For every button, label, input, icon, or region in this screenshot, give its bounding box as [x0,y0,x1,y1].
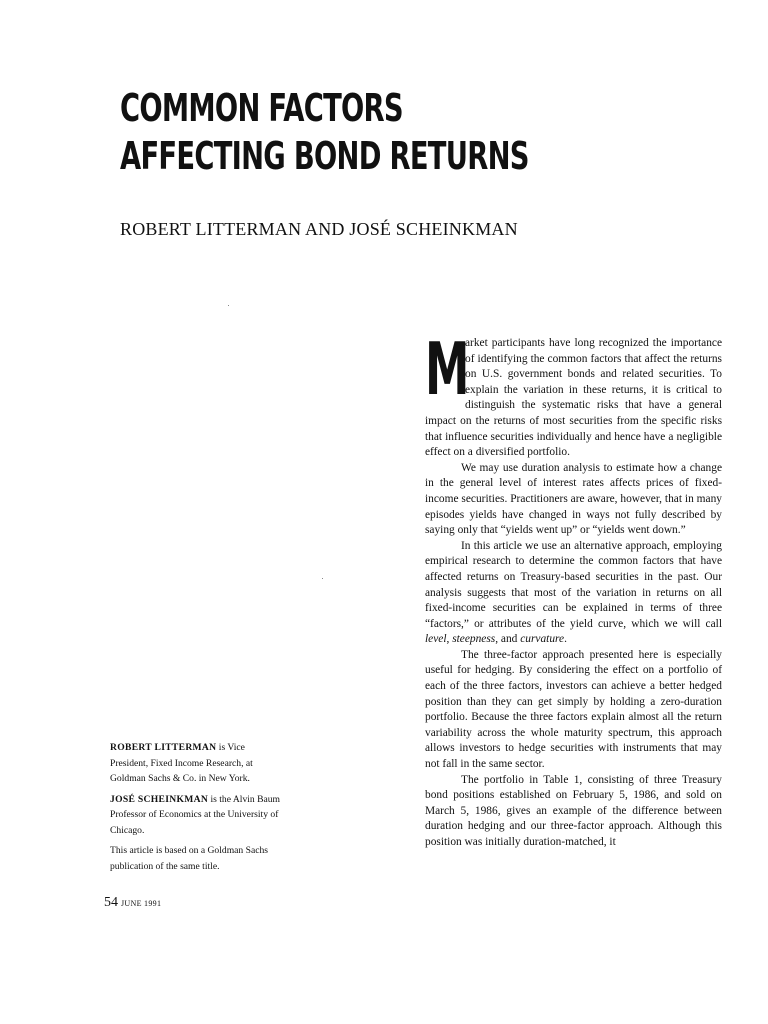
author-bios [110,740,280,879]
body-paragraph-4: The three-factor approach presented here is especially useful for hedging. By considering the effect on a portfolio of each of the three factors, investors can achieve a better hedged position than they can get simply by holding a zero-duration portfolio. Because the three factors explain almost all the return variability across the whole maturity spectrum, this approach allows investors to hedge securities with instruments that may not fall in the same sector. [425,648,722,771]
body-paragraph-1-text: arket participants have long recognized the importance of identifying the common factors that affect the returns on U.S. government bonds and related securities. To explain the variation in these returns, it is critical to distinguish the systematic risks that have a general impact on the returns of most securities from the specific risks that influence securities individually and hence have a negligible effect on a diversified portfolio. [425,337,722,459]
article-title [120,84,529,180]
author-bio-1 [110,740,280,787]
page-folio [104,893,161,911]
term-curvature: curvature [520,633,565,646]
article-title-line-2: AFFECTING BOND RETURNS [120,134,529,178]
term-steepness: steepness [452,633,496,646]
body-paragraph-1 [425,327,722,461]
scan-speck [322,578,323,579]
body-paragraph-2: We may use duration analysis to estimate how a change in the general level of interest rates affects prices of fixed-income securities. Practitioners are aware, however, that in many episodes yields have changed in ways not fully described by saying only that “yields went up” or “yields went down.” [425,461,722,537]
author-bio-2 [110,792,280,839]
body-paragraph-5: The portfolio in Table 1, consisting of three Treasury bond positions established on February 5, 1986, and sold on March 5, 1986, gives an example of the difference between duration hedging and our three-factor approach. Although this position was initially duration-matched, it [425,773,722,848]
body-column [425,327,722,851]
sentence-end: . [564,633,567,646]
author-bio-1-text: is Vice President, Fixed Income Research, at Goldman Sachs & Co. in New York. [110,742,253,784]
page-number: 54 [104,895,118,910]
term-separator: , [446,633,453,646]
scan-speck [228,305,229,306]
term-level: level [425,633,447,646]
body-paragraph-3-text: In this article we use an alternative approach, employing empirical research to determine the common factors that have affected returns on Treasury-based securities in the past. Our analysis suggests that most of the variation in returns on all fixed-income securities can be explained in terms of three “factors,” or attributes of the yield curve, which we will call [425,539,722,630]
author-bio-2-name: JOSÉ SCHEINKMAN [110,793,209,805]
article-authors: ROBERT LITTERMAN AND JOSÉ SCHEINKMAN [120,219,518,239]
article-title-line-1: COMMON FACTORS [120,86,403,130]
term-separator: , and [495,633,521,646]
author-bio-2-text: is the Alvin Baum Professor of Economics at the University of Chicago. [110,793,281,836]
source-note: This article is based on a Goldman Sachs publication of the same title. [110,845,268,872]
issue-date: JUNE 1991 [121,899,162,908]
author-bio-1-name: ROBERT LITTERMAN [110,742,217,753]
drop-cap: M [425,327,470,411]
body-paragraph-3 [425,539,722,648]
